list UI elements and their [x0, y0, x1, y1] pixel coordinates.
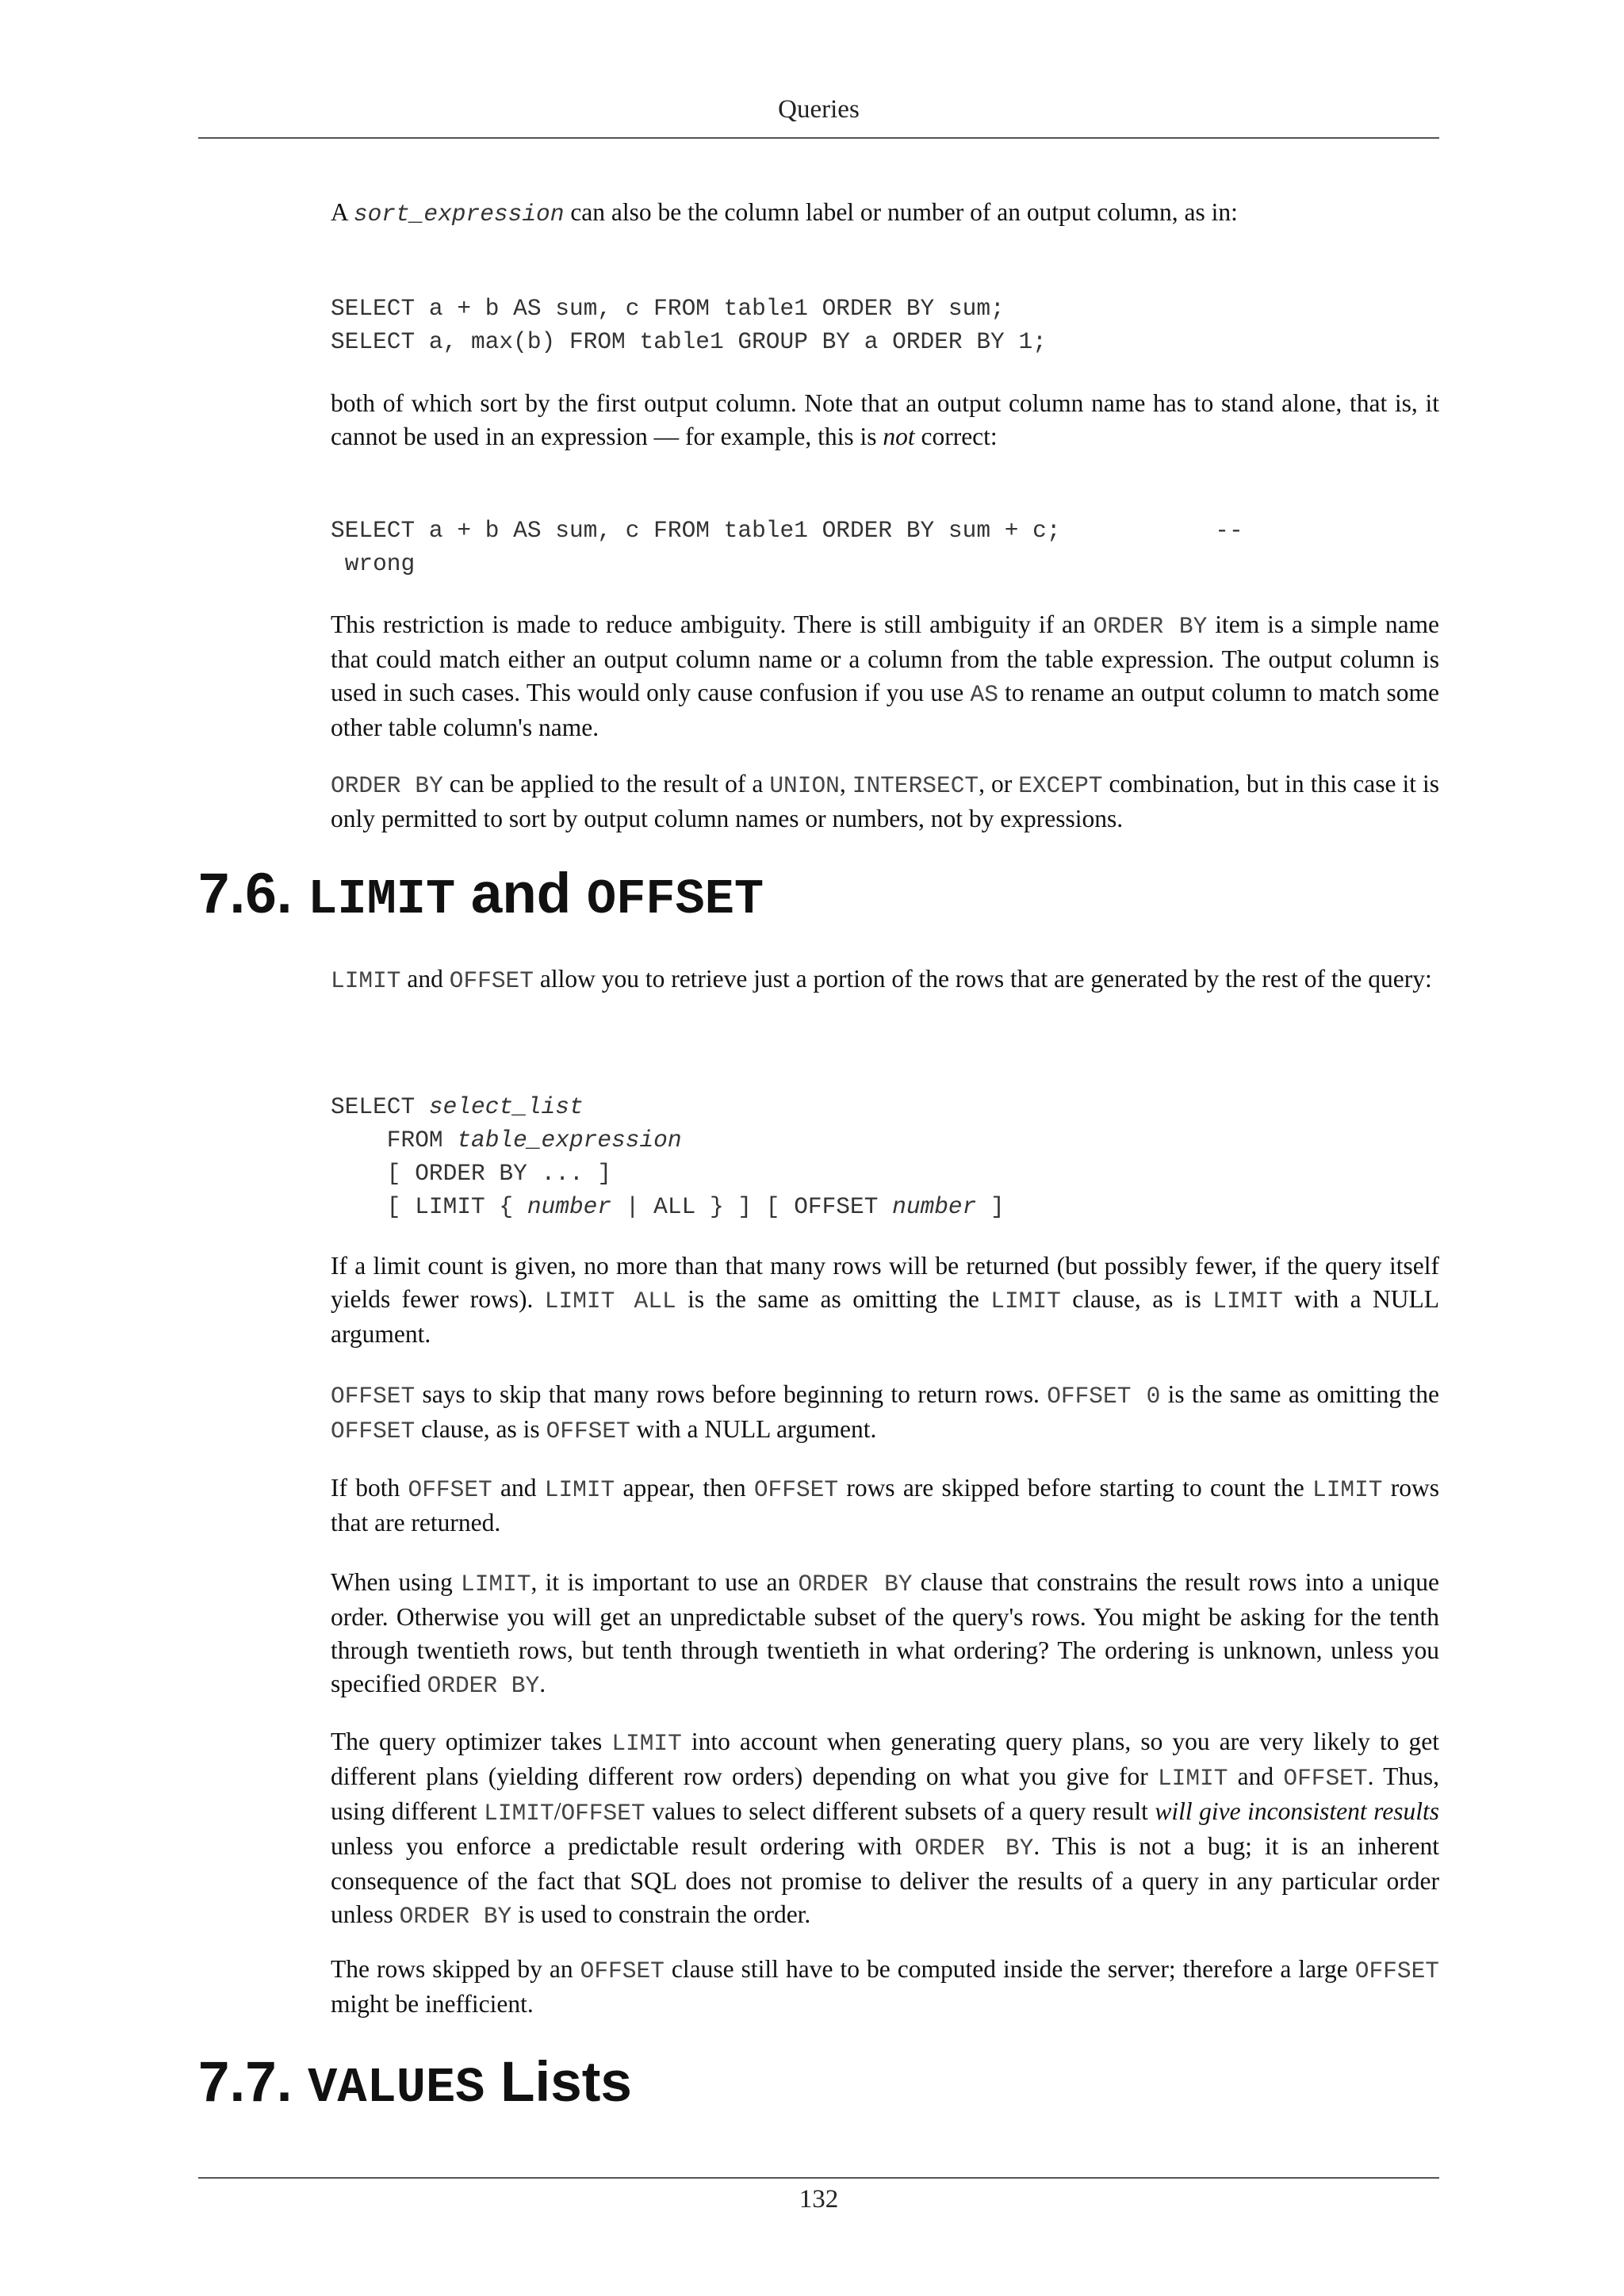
- text: ,: [839, 770, 852, 798]
- code-term: ORDER BY: [914, 1835, 1034, 1862]
- paragraph-offset-inefficient: [331, 1953, 1439, 2021]
- code-term: OFFSET 0: [1047, 1383, 1161, 1410]
- paragraph-union: [331, 767, 1439, 836]
- paragraph-query-optimizer: [331, 1725, 1439, 1933]
- text: values to select different subsets of a query result: [645, 1797, 1155, 1825]
- paragraph-order-by-importance: [331, 1566, 1439, 1702]
- text: rows that are returned.: [331, 1474, 1440, 1536]
- text: combination, but in this case it is only permitted to sort by output column names or numbers, not by expressions.: [331, 770, 1440, 832]
- section-number: 7.7.: [198, 2051, 308, 2114]
- text: . Thus, using different: [331, 1762, 1439, 1825]
- code-placeholder: select_list: [428, 1093, 584, 1120]
- code-term: LIMIT: [484, 1800, 554, 1827]
- code-text: [ ORDER BY ... ]: [331, 1160, 612, 1187]
- code-term: OFFSET: [408, 1476, 492, 1503]
- code-placeholder: table_expression: [457, 1127, 682, 1154]
- code-term: OFFSET: [331, 1418, 416, 1445]
- code-placeholder: number: [892, 1193, 977, 1220]
- code-term: OFFSET: [1283, 1765, 1368, 1792]
- text: correct:: [914, 423, 998, 450]
- code-term: OFFSET: [449, 967, 534, 994]
- code-term: LIMIT: [611, 1730, 682, 1757]
- code-term: LIMIT: [990, 1288, 1061, 1314]
- paragraph-offset: [331, 1378, 1439, 1448]
- text: clause, as is: [1060, 1285, 1213, 1313]
- code-text: FROM: [331, 1127, 458, 1154]
- text: and: [1228, 1762, 1284, 1790]
- code-text: [ LIMIT {: [331, 1193, 527, 1220]
- code-text: | ALL } ] [ OFFSET: [611, 1193, 893, 1220]
- section-heading-7-7: [198, 2051, 1439, 2120]
- text: unless you enforce a predictable result ordering with: [331, 1832, 915, 1860]
- heading-keyword: VALUES: [308, 2060, 485, 2116]
- text: , or: [979, 770, 1019, 798]
- text: A: [331, 198, 354, 226]
- text: can be applied to the result of a: [442, 770, 770, 798]
- code-block-order-by-examples: [331, 292, 1457, 358]
- code-term: OFFSET: [753, 1476, 839, 1503]
- code-term: ORDER BY: [427, 1672, 540, 1699]
- text: . This is not a bug; it is an inherent consequence of the fact that SQL does not promise to deliver the results of a query in any particular order unless: [331, 1832, 1439, 1928]
- paragraph-limit-count: [331, 1249, 1439, 1351]
- heading-keyword: OFFSET: [586, 871, 764, 928]
- code-term: OFFSET: [580, 1957, 665, 1984]
- code-block-wrong-example: [331, 514, 1457, 580]
- text: says to skip that many rows before beginning to return rows.: [415, 1380, 1048, 1408]
- text: to rename an output column to match some other table column's name.: [331, 679, 1439, 741]
- header-rule: [198, 137, 1439, 139]
- code-term: LIMIT: [1212, 1288, 1283, 1314]
- text: .: [539, 1670, 546, 1697]
- text: is used to constrain the order.: [511, 1900, 811, 1928]
- text: The rows skipped by an: [331, 1955, 580, 1983]
- text: If both: [331, 1474, 408, 1502]
- code-term: ORDER BY: [798, 1571, 913, 1598]
- text: with a NULL argument.: [630, 1415, 877, 1443]
- code-term: EXCEPT: [1018, 772, 1103, 799]
- text: , it is important to use an: [530, 1568, 799, 1596]
- paragraph-sort-expression: [331, 196, 1439, 231]
- text: appear, then: [615, 1474, 754, 1502]
- code-term: LIMIT: [544, 1476, 615, 1503]
- emphasis: will give inconsistent results: [1155, 1797, 1439, 1825]
- code-term: LIMIT ALL: [544, 1288, 676, 1314]
- code-line: SELECT a + b AS sum, c FROM table1 ORDER BY sum + c; --: [331, 517, 1243, 544]
- footer-rule: [198, 2177, 1439, 2179]
- code-line: SELECT a, max(b) FROM table1 GROUP BY a ORDER BY 1;: [331, 328, 1047, 355]
- section-heading-7-6: [198, 863, 1439, 932]
- code-term: INTERSECT: [852, 772, 979, 799]
- text: clause, as is: [415, 1415, 546, 1443]
- code-term: ORDER BY: [331, 772, 443, 799]
- code-line: SELECT a + b AS sum, c FROM table1 ORDER BY sum;: [331, 295, 1005, 322]
- emphasis: not: [883, 423, 915, 450]
- paragraph-offset-and-limit: [331, 1471, 1439, 1540]
- text: into account when generating query plans, so you are very likely to get different plans (yielding different row orders) depending on what you give for: [331, 1728, 1439, 1790]
- code-term: ORDER BY: [1093, 613, 1208, 640]
- code-term: OFFSET: [331, 1383, 416, 1410]
- text: is the same as omitting the: [1160, 1380, 1439, 1408]
- text: item is a simple name that could match either an output column name or a column from the table expression. The output column is used in such cases. This would only cause confusion if you use: [331, 610, 1440, 706]
- text: both of which sort by the first output column. Note that an output column name has to stand alone, that is, it cannot be used in an expression — for example, this is: [331, 389, 1439, 450]
- paragraph-limit-intro: [331, 962, 1439, 997]
- code-text: SELECT: [331, 1093, 429, 1120]
- code-term: UNION: [769, 772, 840, 799]
- running-header: Queries: [778, 95, 860, 124]
- paragraph-ambiguity: [331, 608, 1439, 744]
- code-term: LIMIT: [1312, 1476, 1383, 1503]
- text: The query optimizer takes: [331, 1728, 612, 1755]
- heading-keyword: LIMIT: [308, 871, 456, 928]
- text: and: [492, 1474, 545, 1502]
- code-term: LIMIT: [331, 967, 401, 994]
- code-term: OFFSET: [546, 1418, 630, 1445]
- text: This restriction is made to reduce ambiguity. There is still ambiguity if an: [331, 610, 1094, 638]
- text: /: [553, 1797, 561, 1825]
- text: is the same as omitting the: [676, 1285, 991, 1313]
- section-number: 7.6.: [198, 863, 308, 925]
- heading-text: Lists: [485, 2051, 632, 2114]
- text: and: [400, 965, 450, 993]
- text: rows are skipped before starting to count the: [838, 1474, 1312, 1502]
- heading-text: and: [455, 863, 587, 925]
- code-text: ]: [976, 1193, 1005, 1220]
- page-number: 132: [799, 2185, 839, 2214]
- code-term: AS: [970, 681, 998, 708]
- code-block-limit-syntax: [331, 1090, 1457, 1223]
- code-term: sort_expression: [353, 201, 565, 228]
- text: might be inefficient.: [331, 1990, 534, 2018]
- text: clause still have to be computed inside the server; therefore a large: [664, 1955, 1355, 1983]
- code-term: ORDER BY: [399, 1903, 512, 1930]
- text: clause that constrains the result rows into a unique order. Otherwise you will get an unpredictable subset of the query's rows. You might be asking for the tenth through twentieth rows, but tenth through twentieth in what ordering? The ordering is unknown, unless you specified: [331, 1568, 1440, 1697]
- paragraph-output-column: [331, 387, 1439, 453]
- text: with a NULL argument.: [331, 1285, 1440, 1348]
- code-line: wrong: [331, 550, 416, 577]
- text: When using: [331, 1568, 462, 1596]
- text: If a limit count is given, no more than that many rows will be returned (but possibly fewer, if the query itself yields fewer rows).: [331, 1252, 1439, 1313]
- text: can also be the column label or number of an output column, as in:: [564, 198, 1238, 226]
- code-term: OFFSET: [561, 1800, 645, 1827]
- code-term: LIMIT: [1157, 1765, 1228, 1792]
- code-placeholder: number: [527, 1193, 612, 1220]
- text: allow you to retrieve just a portion of the rows that are generated by the rest of the query:: [533, 965, 1432, 993]
- code-term: OFFSET: [1354, 1957, 1439, 1984]
- code-term: LIMIT: [461, 1571, 531, 1598]
